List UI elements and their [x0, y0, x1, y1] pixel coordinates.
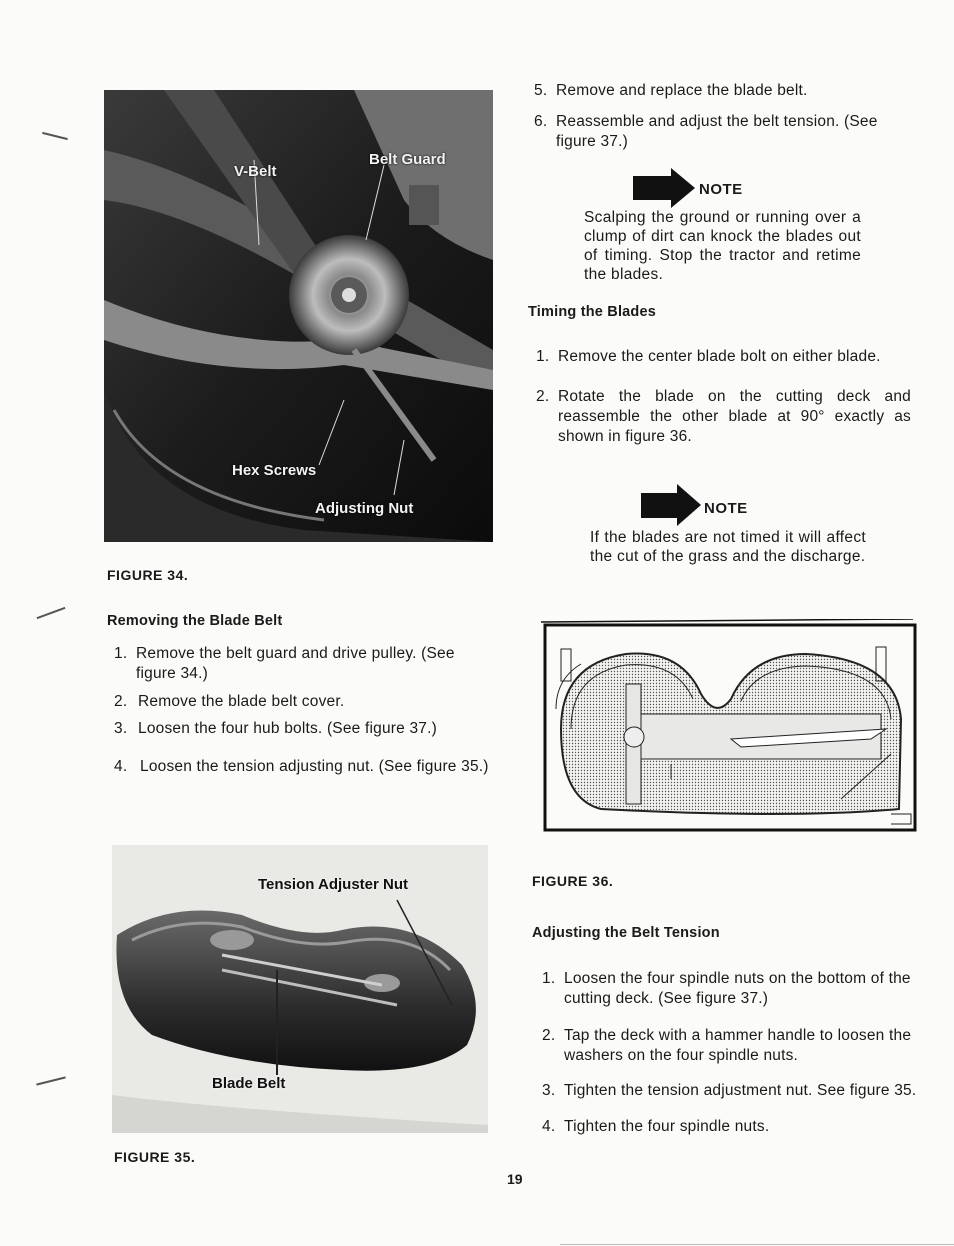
timing-the-blades-steps [536, 347, 911, 447]
adjusting-belt-tension-heading: Adjusting the Belt Tension [532, 925, 720, 941]
list-item [542, 1081, 918, 1101]
list-item [542, 1026, 918, 1066]
step-number: 4. [542, 1118, 556, 1135]
note-text: If the blades are not timed it will affect the cut of the grass and the discharge. [590, 529, 866, 565]
list-item [536, 347, 911, 367]
step-number: 1. [114, 645, 128, 662]
list-item [114, 757, 494, 777]
step-text: Remove the blade belt cover. [138, 693, 345, 710]
step-number: 2. [114, 693, 128, 710]
note-2 [590, 484, 880, 594]
note-arrow-icon [633, 168, 697, 208]
note-title: NOTE [699, 181, 743, 198]
step-number: 2. [542, 1027, 556, 1044]
figure-36-drawing [541, 619, 917, 832]
step-text: Tap the deck with a hammer handle to loosen the washers on the four spindle nuts. [564, 1027, 912, 1064]
step-text: Loosen the tension adjusting nut. (See figure 35.) [140, 758, 489, 775]
step-text: Tighten the tension adjustment nut. See figure 35. [564, 1082, 917, 1099]
blade-belt-label: Blade Belt [212, 1075, 286, 1092]
figure-35-caption: FIGURE 35. [114, 1149, 196, 1165]
step-text: Rotate the blade on the cutting deck and reassemble the other blade at 90° exactly as shown in figure 36. [558, 388, 911, 445]
figure-34-photo [104, 90, 493, 542]
note-arrow-icon [641, 484, 703, 526]
step-number: 5. [534, 82, 548, 99]
step-number: 6. [534, 113, 548, 130]
step-number: 1. [536, 348, 550, 365]
step-text: Loosen the four spindle nuts on the bottom of the cutting deck. (See figure 37.) [564, 970, 911, 1007]
removing-blade-belt-heading: Removing the Blade Belt [107, 613, 283, 629]
list-item [114, 719, 494, 739]
list-item [536, 387, 911, 447]
page-number: 19 [507, 1171, 523, 1187]
figure-36-caption: FIGURE 36. [532, 873, 614, 889]
list-item [542, 969, 918, 1009]
figure-36-image [541, 619, 917, 832]
v-belt-label: V-Belt [234, 163, 277, 180]
adjusting-nut-label: Adjusting Nut [315, 500, 414, 517]
list-item [534, 112, 914, 152]
list-item [114, 644, 494, 684]
figure-34-caption: FIGURE 34. [107, 567, 189, 583]
list-item [534, 81, 914, 101]
step-number: 3. [542, 1082, 556, 1099]
step-text: Remove and replace the blade belt. [556, 82, 808, 99]
removing-blade-belt-steps [114, 644, 494, 777]
step-number: 2. [536, 388, 550, 405]
step-text: Remove the center blade bolt on either blade. [558, 348, 881, 365]
step-number: 4. [114, 758, 128, 775]
note-title: NOTE [704, 500, 748, 517]
adjusting-belt-tension-steps [542, 969, 918, 1137]
timing-the-blades-heading: Timing the Blades [528, 304, 657, 320]
hex-screws-label: Hex Screws [232, 462, 317, 479]
step-text: Reassemble and adjust the belt tension. (See figure 37.) [556, 113, 878, 150]
tension-adjuster-nut-label: Tension Adjuster Nut [258, 876, 408, 893]
step-number: 3. [114, 720, 128, 737]
step-text: Remove the belt guard and drive pulley. (See figure 34.) [136, 645, 455, 682]
blade-belt-continued-steps [534, 81, 914, 152]
step-number: 1. [542, 970, 556, 987]
list-item [114, 692, 494, 712]
bottom-rule [560, 1244, 954, 1245]
figure-35-photo [112, 845, 488, 1133]
step-text: Loosen the four hub bolts. (See figure 37.) [138, 720, 437, 737]
note-text: Scalping the ground or running over a clump of dirt can knock the blades out of timing. Stop the tractor and retime the blades. [584, 209, 861, 283]
scan-artifact [37, 607, 66, 619]
note-1 [584, 168, 874, 288]
scan-artifact [36, 1076, 66, 1085]
belt-guard-label: Belt Guard [369, 151, 446, 168]
list-item [542, 1117, 918, 1137]
scan-artifact [42, 132, 68, 140]
step-text: Tighten the four spindle nuts. [564, 1118, 770, 1135]
